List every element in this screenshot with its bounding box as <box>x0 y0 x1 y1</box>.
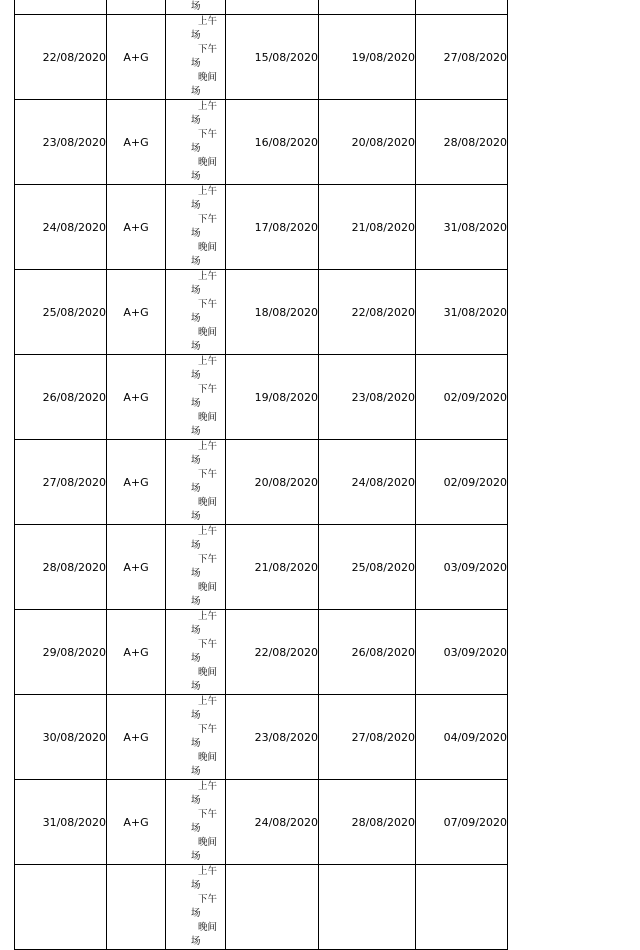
table-row <box>15 525 508 610</box>
session-label-first: 下午 <box>198 554 218 565</box>
date-cell: 27/08/2020 <box>15 440 107 525</box>
session-label-second: 场 <box>191 256 201 267</box>
session-label-first: 晚间 <box>198 497 218 508</box>
session-list <box>166 15 225 99</box>
session-label-second: 场 <box>191 681 201 692</box>
session-label-second: 场 <box>191 851 201 862</box>
session-cell <box>166 440 226 525</box>
date-cell-1: 21/08/2020 <box>226 525 319 610</box>
session-label-first: 晚间 <box>198 837 218 848</box>
session-label-first: 上午 <box>198 16 218 27</box>
date-cell-1: 19/08/2020 <box>226 355 319 440</box>
date-cell: 29/08/2020 <box>15 610 107 695</box>
code-cell: A+G <box>107 355 166 440</box>
session-label-first: 下午 <box>198 214 218 225</box>
date-cell: 30/08/2020 <box>15 695 107 780</box>
table-row <box>15 100 508 185</box>
session-label-first: 晚间 <box>198 667 218 678</box>
date-cell: 24/08/2020 <box>15 185 107 270</box>
date-cell-2: 28/08/2020 <box>319 780 416 865</box>
session-label-second: 场 <box>191 568 201 579</box>
session-label-second: 场 <box>191 596 201 607</box>
date-cell: 28/08/2020 <box>15 525 107 610</box>
session-label-first: 上午 <box>198 526 218 537</box>
session-list <box>166 0 225 14</box>
table-row <box>15 185 508 270</box>
code-cell <box>107 0 166 15</box>
code-cell: A+G <box>107 270 166 355</box>
date-cell-3: 04/09/2020 <box>416 695 508 780</box>
session-label-first: 下午 <box>198 44 218 55</box>
session-label-second: 场 <box>191 710 201 721</box>
schedule-table-body <box>15 0 508 950</box>
table-row <box>15 610 508 695</box>
session-list <box>166 270 225 354</box>
session-label-first: 下午 <box>198 299 218 310</box>
date-cell-2: 25/08/2020 <box>319 525 416 610</box>
session-label-second: 场 <box>191 823 201 834</box>
session-label-first: 下午 <box>198 809 218 820</box>
session-label-first: 晚间 <box>198 327 218 338</box>
date-cell <box>15 865 107 950</box>
session-label-second: 场 <box>191 455 201 466</box>
session-label-first: 上午 <box>198 101 218 112</box>
code-cell: A+G <box>107 185 166 270</box>
session-label-second: 场 <box>191 766 201 777</box>
code-cell: A+G <box>107 525 166 610</box>
session-label-second: 场 <box>191 341 201 352</box>
session-label-first: 上午 <box>198 611 218 622</box>
schedule-table <box>14 0 508 950</box>
session-cell <box>166 780 226 865</box>
session-label-second: 场 <box>191 285 201 296</box>
session-list <box>166 440 225 524</box>
date-cell-2 <box>319 0 416 15</box>
session-label-first: 上午 <box>198 866 218 877</box>
session-label-second: 场 <box>191 115 201 126</box>
table-row <box>15 440 508 525</box>
session-label-second: 场 <box>191 143 201 154</box>
session-list <box>166 865 225 949</box>
date-cell-2: 20/08/2020 <box>319 100 416 185</box>
code-cell: A+G <box>107 440 166 525</box>
date-cell-1: 24/08/2020 <box>226 780 319 865</box>
session-label-first: 下午 <box>198 639 218 650</box>
session-cell <box>166 865 226 950</box>
date-cell-2: 26/08/2020 <box>319 610 416 695</box>
code-cell: A+G <box>107 100 166 185</box>
date-cell-2: 24/08/2020 <box>319 440 416 525</box>
session-label-second: 场 <box>191 795 201 806</box>
session-cell <box>166 610 226 695</box>
session-cell <box>166 0 226 15</box>
date-cell-1 <box>226 0 319 15</box>
session-label-second: 场 <box>191 86 201 97</box>
session-label-second: 场 <box>191 653 201 664</box>
session-label-first: 晚间 <box>198 242 218 253</box>
session-label-second: 场 <box>191 370 201 381</box>
session-cell <box>166 15 226 100</box>
date-cell-2 <box>319 865 416 950</box>
date-cell-3: 28/08/2020 <box>416 100 508 185</box>
session-label-first: 晚间 <box>198 922 218 933</box>
date-cell-3: 03/09/2020 <box>416 610 508 695</box>
session-label-first: 下午 <box>198 894 218 905</box>
session-label-second: 场 <box>191 936 201 947</box>
date-cell: 26/08/2020 <box>15 355 107 440</box>
session-label-first: 上午 <box>198 186 218 197</box>
code-cell: A+G <box>107 695 166 780</box>
date-cell-1: 18/08/2020 <box>226 270 319 355</box>
session-cell <box>166 185 226 270</box>
code-cell: A+G <box>107 15 166 100</box>
session-list <box>166 525 225 609</box>
session-label-second: 场 <box>191 880 201 891</box>
schedule-sheet <box>14 0 508 950</box>
date-cell-1: 15/08/2020 <box>226 15 319 100</box>
session-label-second: 场 <box>191 511 201 522</box>
session-cell <box>166 525 226 610</box>
session-label-first: 晚间 <box>198 582 218 593</box>
date-cell: 22/08/2020 <box>15 15 107 100</box>
session-label-second: 场 <box>191 228 201 239</box>
date-cell-3: 03/09/2020 <box>416 525 508 610</box>
session-label-second: 场 <box>191 171 201 182</box>
session-label-first: 晚间 <box>198 72 218 83</box>
session-label-first: 上午 <box>198 356 218 367</box>
date-cell-1: 16/08/2020 <box>226 100 319 185</box>
session-label-first: 晚间 <box>198 157 218 168</box>
session-list <box>166 100 225 184</box>
date-cell-2: 19/08/2020 <box>319 15 416 100</box>
date-cell-1 <box>226 865 319 950</box>
session-label-second: 场 <box>191 1 201 12</box>
session-label-first: 上午 <box>198 271 218 282</box>
session-label-first: 晚间 <box>198 412 218 423</box>
session-label-second: 场 <box>191 540 201 551</box>
date-cell-2: 22/08/2020 <box>319 270 416 355</box>
session-label-second: 场 <box>191 625 201 636</box>
table-row <box>15 865 508 950</box>
session-label-first: 晚间 <box>198 752 218 763</box>
session-list <box>166 355 225 439</box>
table-row <box>15 270 508 355</box>
date-cell-2: 21/08/2020 <box>319 185 416 270</box>
session-label-second: 场 <box>191 313 201 324</box>
session-label-second: 场 <box>191 426 201 437</box>
code-cell: A+G <box>107 780 166 865</box>
session-label-second: 场 <box>191 908 201 919</box>
session-label-second: 场 <box>191 200 201 211</box>
table-row <box>15 780 508 865</box>
date-cell-1: 22/08/2020 <box>226 610 319 695</box>
session-label-first: 下午 <box>198 724 218 735</box>
session-label-first: 下午 <box>198 384 218 395</box>
code-cell: A+G <box>107 610 166 695</box>
session-label-first: 上午 <box>198 696 218 707</box>
date-cell-3: 31/08/2020 <box>416 270 508 355</box>
session-list <box>166 185 225 269</box>
date-cell <box>15 0 107 15</box>
date-cell-1: 20/08/2020 <box>226 440 319 525</box>
date-cell-2: 27/08/2020 <box>319 695 416 780</box>
table-row <box>15 0 508 15</box>
date-cell-3 <box>416 865 508 950</box>
code-cell <box>107 865 166 950</box>
date-cell-3 <box>416 0 508 15</box>
date-cell-3: 31/08/2020 <box>416 185 508 270</box>
session-list <box>166 610 225 694</box>
session-label-second: 场 <box>191 58 201 69</box>
session-label-first: 上午 <box>198 441 218 452</box>
date-cell-3: 02/09/2020 <box>416 440 508 525</box>
date-cell-1: 17/08/2020 <box>226 185 319 270</box>
table-row <box>15 355 508 440</box>
table-row <box>15 15 508 100</box>
session-cell <box>166 695 226 780</box>
date-cell: 23/08/2020 <box>15 100 107 185</box>
table-row <box>15 695 508 780</box>
session-cell <box>166 355 226 440</box>
session-label-first: 下午 <box>198 129 218 140</box>
date-cell-1: 23/08/2020 <box>226 695 319 780</box>
session-label-second: 场 <box>191 483 201 494</box>
session-label-second: 场 <box>191 398 201 409</box>
session-list <box>166 695 225 779</box>
session-cell <box>166 100 226 185</box>
session-label-first: 上午 <box>198 781 218 792</box>
session-label-second: 场 <box>191 738 201 749</box>
session-list <box>166 780 225 864</box>
session-label-first: 下午 <box>198 469 218 480</box>
session-cell <box>166 270 226 355</box>
date-cell: 31/08/2020 <box>15 780 107 865</box>
date-cell-3: 27/08/2020 <box>416 15 508 100</box>
date-cell-2: 23/08/2020 <box>319 355 416 440</box>
date-cell: 25/08/2020 <box>15 270 107 355</box>
session-label-second: 场 <box>191 30 201 41</box>
date-cell-3: 02/09/2020 <box>416 355 508 440</box>
date-cell-3: 07/09/2020 <box>416 780 508 865</box>
